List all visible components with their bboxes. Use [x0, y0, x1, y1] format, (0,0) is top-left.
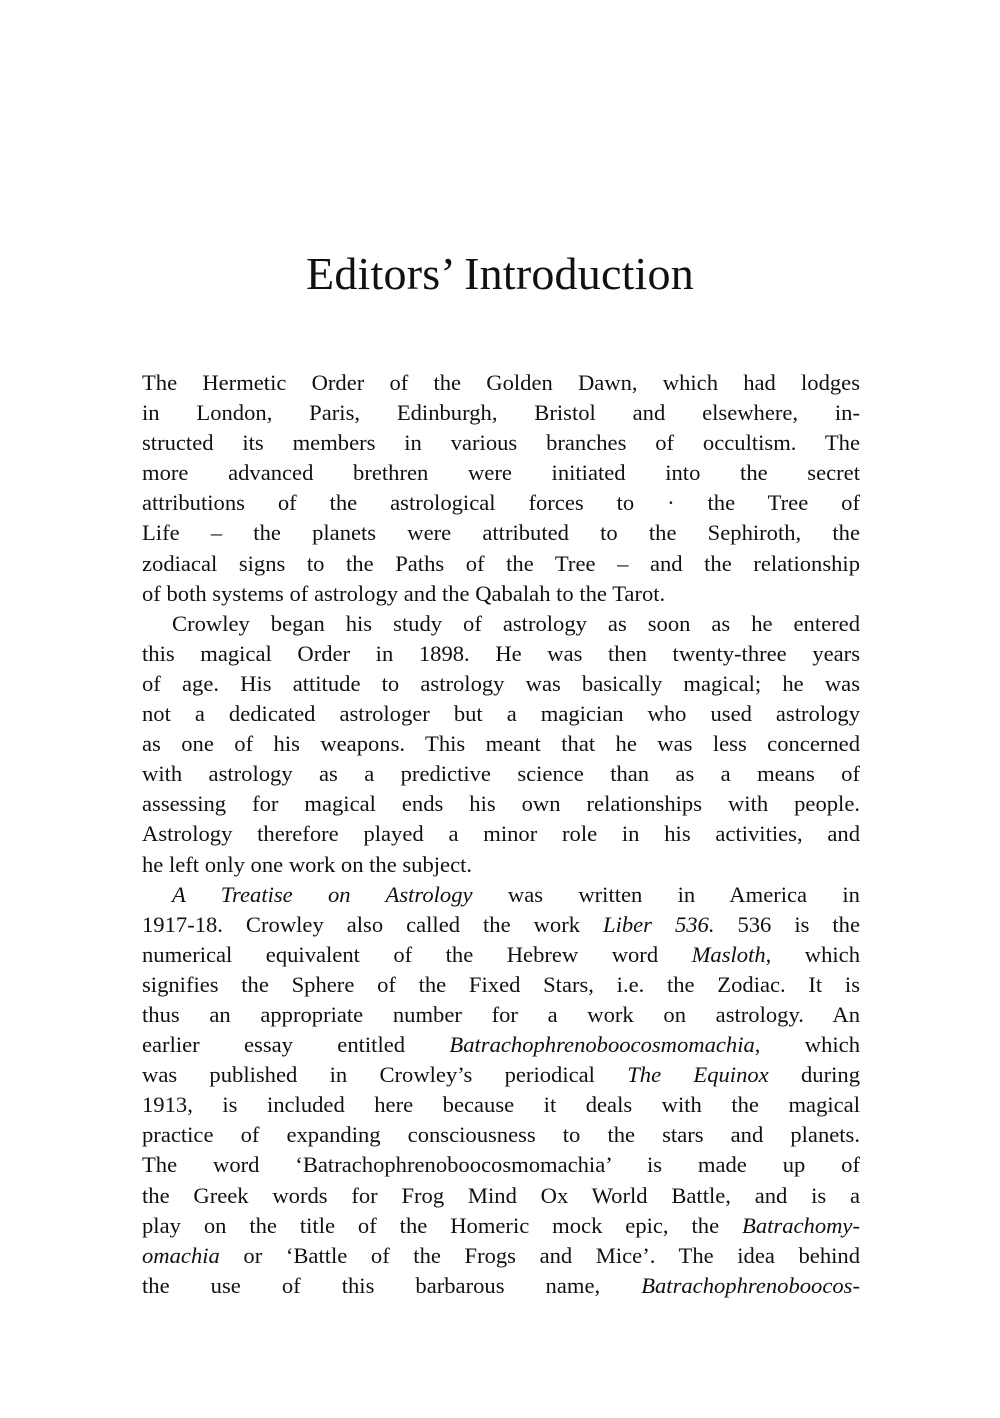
text-run: The word ‘Batrachophrenoboocosmomachia’ is made up of — [142, 1152, 860, 1178]
text-line — [142, 819, 860, 849]
text-run: 1917-18. Crowley also called the work — [142, 911, 603, 937]
text-line — [142, 488, 860, 518]
italic-text: omachia — [142, 1242, 220, 1268]
italic-text: Batrachophrenoboocos- — [641, 1272, 860, 1298]
text-run: with astrology as a predictive science than as a means of — [142, 761, 860, 787]
text-run: structed its members in various branches of occultism. The — [142, 430, 860, 456]
text-line — [142, 639, 860, 669]
italic-text: Batrachomy- — [742, 1212, 860, 1238]
italic-text: A Treatise on Astrology — [172, 881, 473, 907]
text-run: or ‘Battle of the Frogs and Mice’. The idea behind — [219, 1242, 860, 1268]
text-line — [142, 1000, 860, 1030]
text-run: signifies the Sphere of the Fixed Stars, i.e. the Zodiac. It is — [142, 971, 860, 997]
page-title: Editors’ Introduction — [306, 248, 694, 299]
text-run: attributions of the astrological forces to · the Tree of — [142, 490, 860, 516]
text-line — [142, 910, 860, 940]
text-line — [142, 428, 860, 458]
text-line — [142, 789, 860, 819]
text-line — [142, 1241, 860, 1271]
text-run: more advanced brethren were initiated into the secret — [142, 460, 860, 486]
text-line — [142, 609, 860, 639]
text-run: of both systems of astrology and the Qabalah to the Tarot. — [142, 580, 666, 606]
text-run: Life – the planets were attributed to the Sephiroth, the — [142, 520, 860, 546]
text-run: assessing for magical ends his own relationships with people. — [142, 791, 860, 817]
text-line — [142, 729, 860, 759]
text-line — [142, 880, 860, 910]
text-line — [142, 518, 860, 548]
text-run: Astrology therefore played a minor role in his activities, and — [142, 821, 860, 847]
text-line — [142, 1150, 860, 1180]
italic-text: Masloth — [691, 941, 766, 967]
text-run: during — [768, 1062, 860, 1088]
text-run: as one of his weapons. This meant that he was less concerned — [142, 731, 860, 757]
text-run: he left only one work on the subject. — [142, 851, 473, 877]
text-run: Crowley began his study of astrology as soon as he entered — [172, 610, 860, 636]
text-run: in London, Paris, Edinburgh, Bristol and elsewhere, in- — [142, 400, 860, 426]
text-line — [142, 669, 860, 699]
text-run: practice of expanding consciousness to the stars and planets. — [142, 1122, 860, 1148]
text-run: zodiacal signs to the Paths of the Tree – and the relationship — [142, 550, 860, 576]
text-run: 536 is the — [714, 911, 860, 937]
text-line — [142, 850, 860, 880]
body-text — [142, 368, 860, 1301]
paragraph — [142, 368, 860, 609]
text-line — [142, 398, 860, 428]
text-line — [142, 699, 860, 729]
text-run: not a dedicated astrologer but a magician who used astrology — [142, 701, 860, 727]
text-run: 1913, is included here because it deals with the magical — [142, 1092, 860, 1118]
paragraph — [142, 880, 860, 1301]
text-line — [142, 549, 860, 579]
italic-text: The Equinox — [627, 1062, 769, 1088]
text-line — [142, 940, 860, 970]
text-run: the Greek words for Frog Mind Ox World Battle, and is a — [142, 1182, 860, 1208]
text-run: of age. His attitude to astrology was basically magical; he was — [142, 670, 860, 696]
text-run: , which — [754, 1032, 860, 1058]
text-run: this magical Order in 1898. He was then twenty-three years — [142, 640, 860, 666]
text-run: was written in America in — [472, 881, 860, 907]
text-line — [142, 458, 860, 488]
text-line — [142, 1060, 860, 1090]
text-run: , which — [765, 941, 861, 967]
paragraph — [142, 609, 860, 880]
text-line — [142, 368, 860, 398]
text-line — [142, 1120, 860, 1150]
text-run: the use of this barbarous name, — [142, 1272, 642, 1298]
text-line — [142, 1030, 860, 1060]
text-line — [142, 759, 860, 789]
text-line — [142, 1090, 860, 1120]
text-line — [142, 970, 860, 1000]
text-run: play on the title of the Homeric mock epic, the — [142, 1212, 743, 1238]
text-line — [142, 579, 860, 609]
text-line — [142, 1211, 860, 1241]
text-line — [142, 1271, 860, 1301]
italic-text: Liber 536. — [603, 911, 715, 937]
text-run: thus an appropriate number for a work on astrology. An — [142, 1001, 860, 1027]
text-run: was published in Crowley’s periodical — [142, 1062, 628, 1088]
text-line — [142, 1181, 860, 1211]
text-run: earlier essay entitled — [142, 1032, 450, 1058]
italic-text: Batrachophrenoboocosmomachia — [449, 1032, 755, 1058]
text-run: The Hermetic Order of the Golden Dawn, which had lodges — [142, 370, 860, 395]
text-run: numerical equivalent of the Hebrew word — [142, 941, 692, 967]
